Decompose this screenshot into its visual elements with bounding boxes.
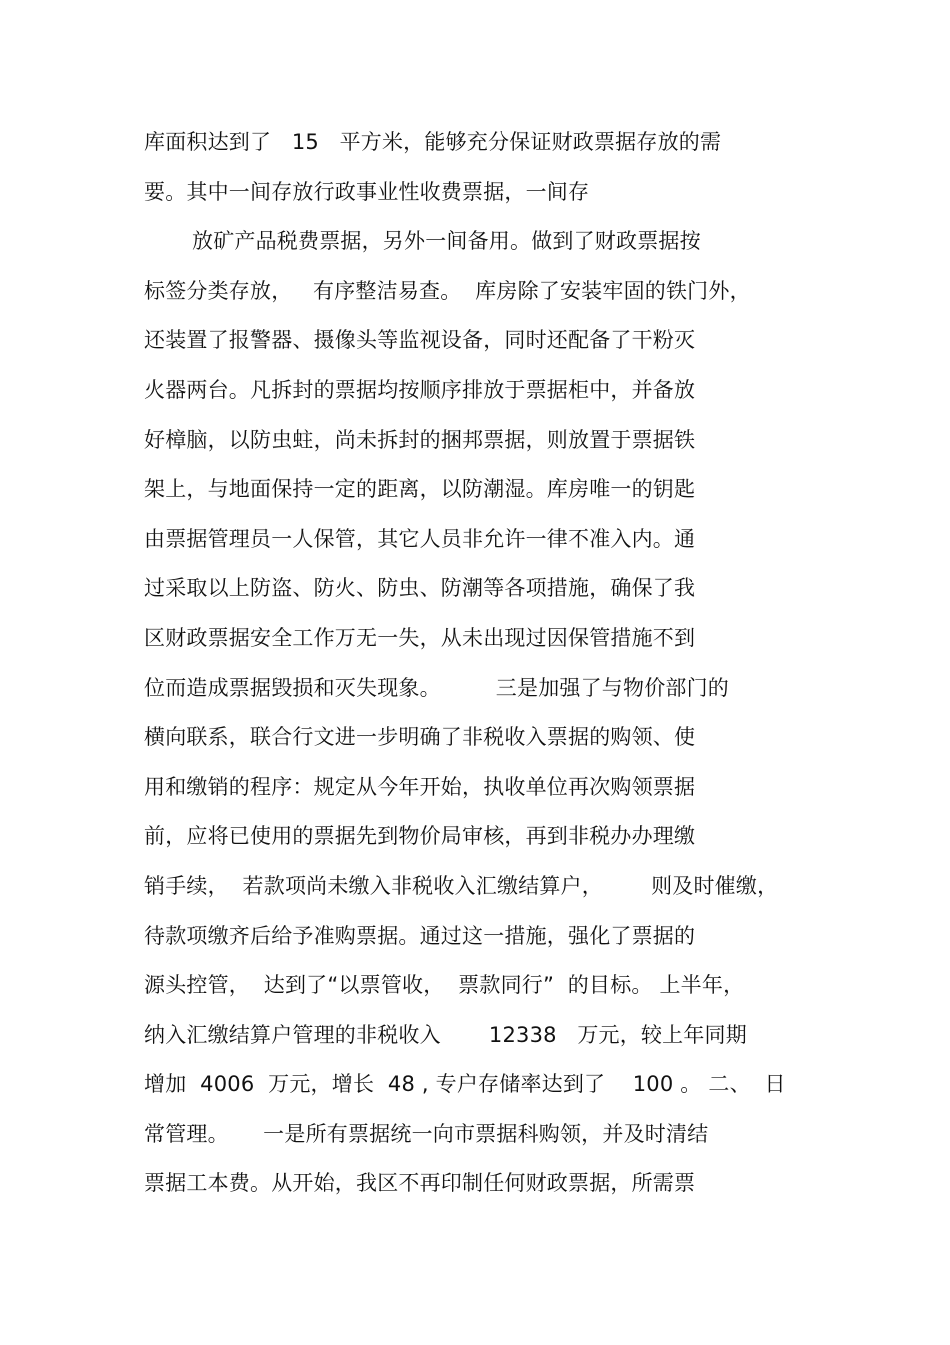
text-line: 纳入汇缴结算户管理的非税收入 12338 万元，较上年同期 [144, 1022, 747, 1047]
text-line: 好樟脑，以防虫蛀，尚未拆封的捆邦票据，则放置于票据铁 [144, 427, 696, 452]
text-line: 常管理。 一是所有票据统一向市票据科购领，并及时清结 [144, 1121, 709, 1146]
text-line: 要。其中一间存放行政事业性收费票据，一间存 [144, 179, 590, 204]
text-line: 销手续， 若款项尚未缴入非税收入汇缴结算户， 则及时催缴， [144, 873, 779, 898]
text-line: 票据工本费。从开始，我区不再印制任何财政票据，所需票 [144, 1171, 696, 1196]
text-line: 还装置了报警器、摄像头等监视设备，同时还配备了干粉灭 [144, 328, 696, 353]
text-line: 待款项缴齐后给予准购票据。通过这一措施，强化了票据的 [144, 923, 696, 948]
text-line: 架上，与地面保持一定的距离，以防潮湿。库房唯一的钥匙 [144, 477, 696, 502]
text-line: 位而造成票据毁损和灭失现象。 三是加强了与物价部门的 [144, 675, 729, 700]
body-text [144, 122, 824, 1213]
text-line: 前，应将已使用的票据先到物价局审核，再到非税办办理缴 [144, 824, 696, 849]
text-line: 标签分类存放， 有序整洁易查。 库房除了安装牢固的铁门外， [144, 278, 751, 303]
text-line: 由票据管理员一人保管，其它人员非允许一律不准入内。通 [144, 526, 696, 551]
text-line: 区财政票据安全工作万无一失，从未出现过因保管措施不到 [144, 625, 696, 650]
text-line: 源头控管， 达到了“以票管收， 票款同行” 的目标。 上半年， [144, 973, 745, 998]
text-line: 库面积达到了 15 平方米，能够充分保证财政票据存放的需 [144, 130, 722, 154]
text-line: 放矿产品税费票据，另外一间备用。做到了财政票据按 [192, 229, 701, 254]
text-line: 横向联系，联合行文进一步明确了非税收入票据的购领、使 [144, 725, 696, 750]
text-line: 用和缴销的程序：规定从今年开始，执收单位再次购领票据 [144, 774, 696, 799]
text-line: 过采取以上防盗、防火、防虫、防潮等各项措施，确保了我 [144, 576, 696, 601]
text-line: 火器两台。凡拆封的票据均按顺序排放于票据柜中，并备放 [144, 377, 696, 402]
text-line: 增加 4006 万元，增长 48 , 专户存储率达到了 100 。 二、 日 [144, 1072, 786, 1097]
